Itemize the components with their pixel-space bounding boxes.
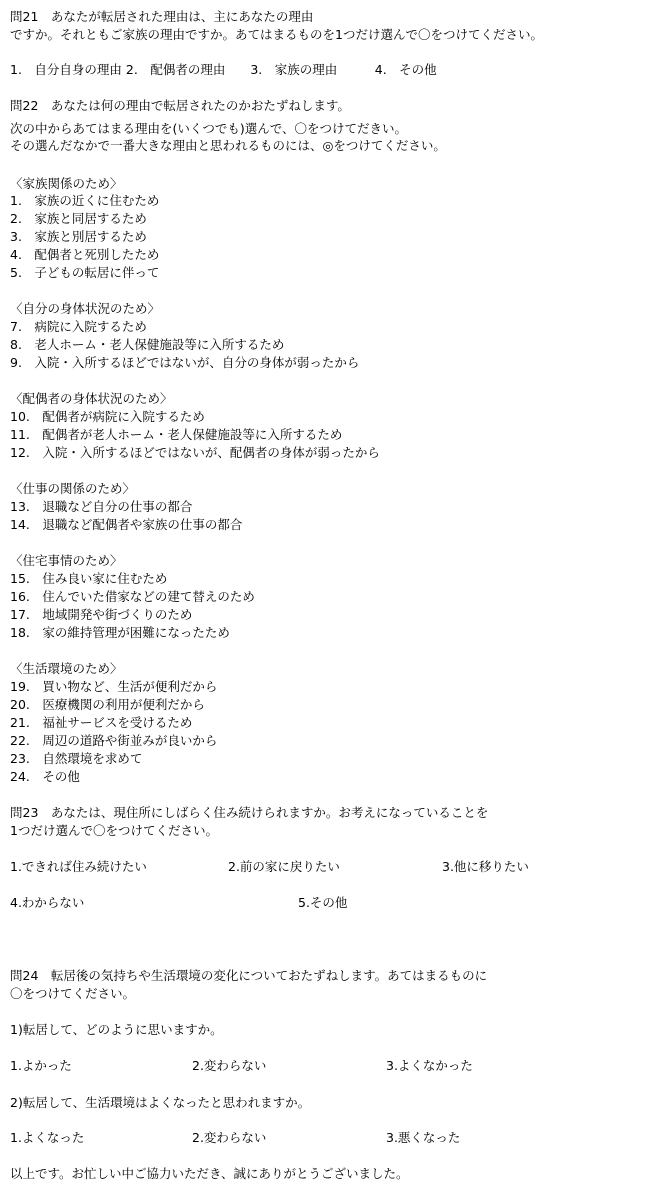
group-header-own-health: 〈自分の身体状況のため〉: [10, 301, 161, 316]
list-item: 8. 老人ホーム・老人保健施設等に入所するため: [10, 337, 285, 352]
list-item: 23. 自然環境を求めて: [10, 751, 143, 766]
q23-line-2: 1つだけ選んで〇をつけてください。: [10, 823, 218, 838]
list-item: 2. 家族と同居するため: [10, 211, 147, 226]
list-item: 24. その他: [10, 769, 80, 784]
list-item: 10. 配偶者が病院に入院するため: [10, 409, 205, 424]
list-item: 9. 入院・入所するほどではないが、自分の身体が弱ったから: [10, 355, 360, 370]
group-header-family: 〈家族関係のため〉: [10, 176, 123, 191]
q23-line-1: 問23 あなたは、現住所にしばらく住み続けられますか。お考えになっていることを: [10, 805, 489, 820]
q24-sub1-option-3: 3.よくなかった: [386, 1058, 473, 1073]
q24-line-2: 〇をつけてください。: [10, 986, 136, 1001]
q22-line-3: その選んだなかで一番大きな理由と思われるものには、◎をつけてください。: [10, 138, 446, 153]
list-item: 21. 福祉サービスを受けるため: [10, 715, 193, 730]
list-item: 14. 退職など配偶者や家族の仕事の都合: [10, 517, 243, 532]
q23-option-4: 4.わからない: [10, 895, 85, 910]
group-header-housing: 〈住宅事情のため〉: [10, 553, 123, 568]
list-item: 4. 配偶者と死別したため: [10, 247, 160, 262]
q22-line-1: 問22 あなたは何の理由で転居されたのかおたずねします。: [10, 98, 350, 113]
list-item: 13. 退職など自分の仕事の都合: [10, 499, 193, 514]
q24-sub1-label: 1)転居して、どのように思いますか。: [10, 1022, 223, 1037]
list-item: 7. 病院に入院するため: [10, 319, 147, 334]
list-item: 12. 入院・入所するほどではないが、配偶者の身体が弱ったから: [10, 445, 380, 460]
list-item: 15. 住み良い家に住むため: [10, 571, 168, 586]
q21-line-1: 問21 あなたが転居された理由は、主にあなたの理由: [10, 9, 314, 24]
list-item: 11. 配偶者が老人ホーム・老人保健施設等に入所するため: [10, 427, 343, 442]
q24-sub1-option-1: 1.よかった: [10, 1058, 72, 1073]
q24-sub2-option-2: 2.変わらない: [192, 1130, 267, 1145]
group-header-spouse-health: 〈配偶者の身体状況のため〉: [10, 391, 173, 406]
q24-line-1: 問24 転居後の気持ちや生活環境の変化についておたずねします。あてはまるものに: [10, 968, 488, 983]
q24-sub2-label: 2)転居して、生活環境はよくなったと思われますか。: [10, 1095, 311, 1110]
list-item: 20. 医療機関の利用が便利だから: [10, 697, 205, 712]
list-item: 1. 家族の近くに住むため: [10, 193, 160, 208]
q24-sub2-option-1: 1.よくなった: [10, 1130, 85, 1145]
closing-message: 以上です。お忙しい中ご協力いただき、誠にありがとうございました。: [10, 1166, 409, 1181]
q23-option-1: 1.できれば住み続けたい: [10, 859, 147, 874]
list-item: 3. 家族と別居するため: [10, 229, 147, 244]
list-item: 22. 周辺の道路や街並みが良いから: [10, 733, 218, 748]
q23-option-5: 5.その他: [298, 895, 348, 910]
q24-sub2-option-3: 3.悪くなった: [386, 1130, 461, 1145]
list-item: 5. 子どもの転居に伴って: [10, 265, 160, 280]
list-item: 17. 地域開発や街づくりのため: [10, 607, 193, 622]
group-header-environment: 〈生活環境のため〉: [10, 661, 123, 676]
list-item: 16. 住んでいた借家などの建て替えのため: [10, 589, 255, 604]
q23-option-2: 2.前の家に戻りたい: [228, 859, 340, 874]
q24-sub1-option-2: 2.変わらない: [192, 1058, 267, 1073]
q22-line-2: 次の中からあてはまる理由を(いくつでも)選んで、〇をつけてだきい。: [10, 121, 408, 136]
q21-options: 1. 自分自身の理由 2. 配偶者の理由 3. 家族の理由 4. その他: [10, 62, 437, 77]
group-header-work: 〈仕事の関係のため〉: [10, 481, 136, 496]
q21-line-2: ですか。それともご家族の理由ですか。あてはまるものを1つだけ選んで〇をつけてください。: [10, 27, 543, 42]
q23-option-3: 3.他に移りたい: [442, 859, 529, 874]
list-item: 18. 家の維持管理が困難になったため: [10, 625, 230, 640]
list-item: 19. 買い物など、生活が便利だから: [10, 679, 218, 694]
